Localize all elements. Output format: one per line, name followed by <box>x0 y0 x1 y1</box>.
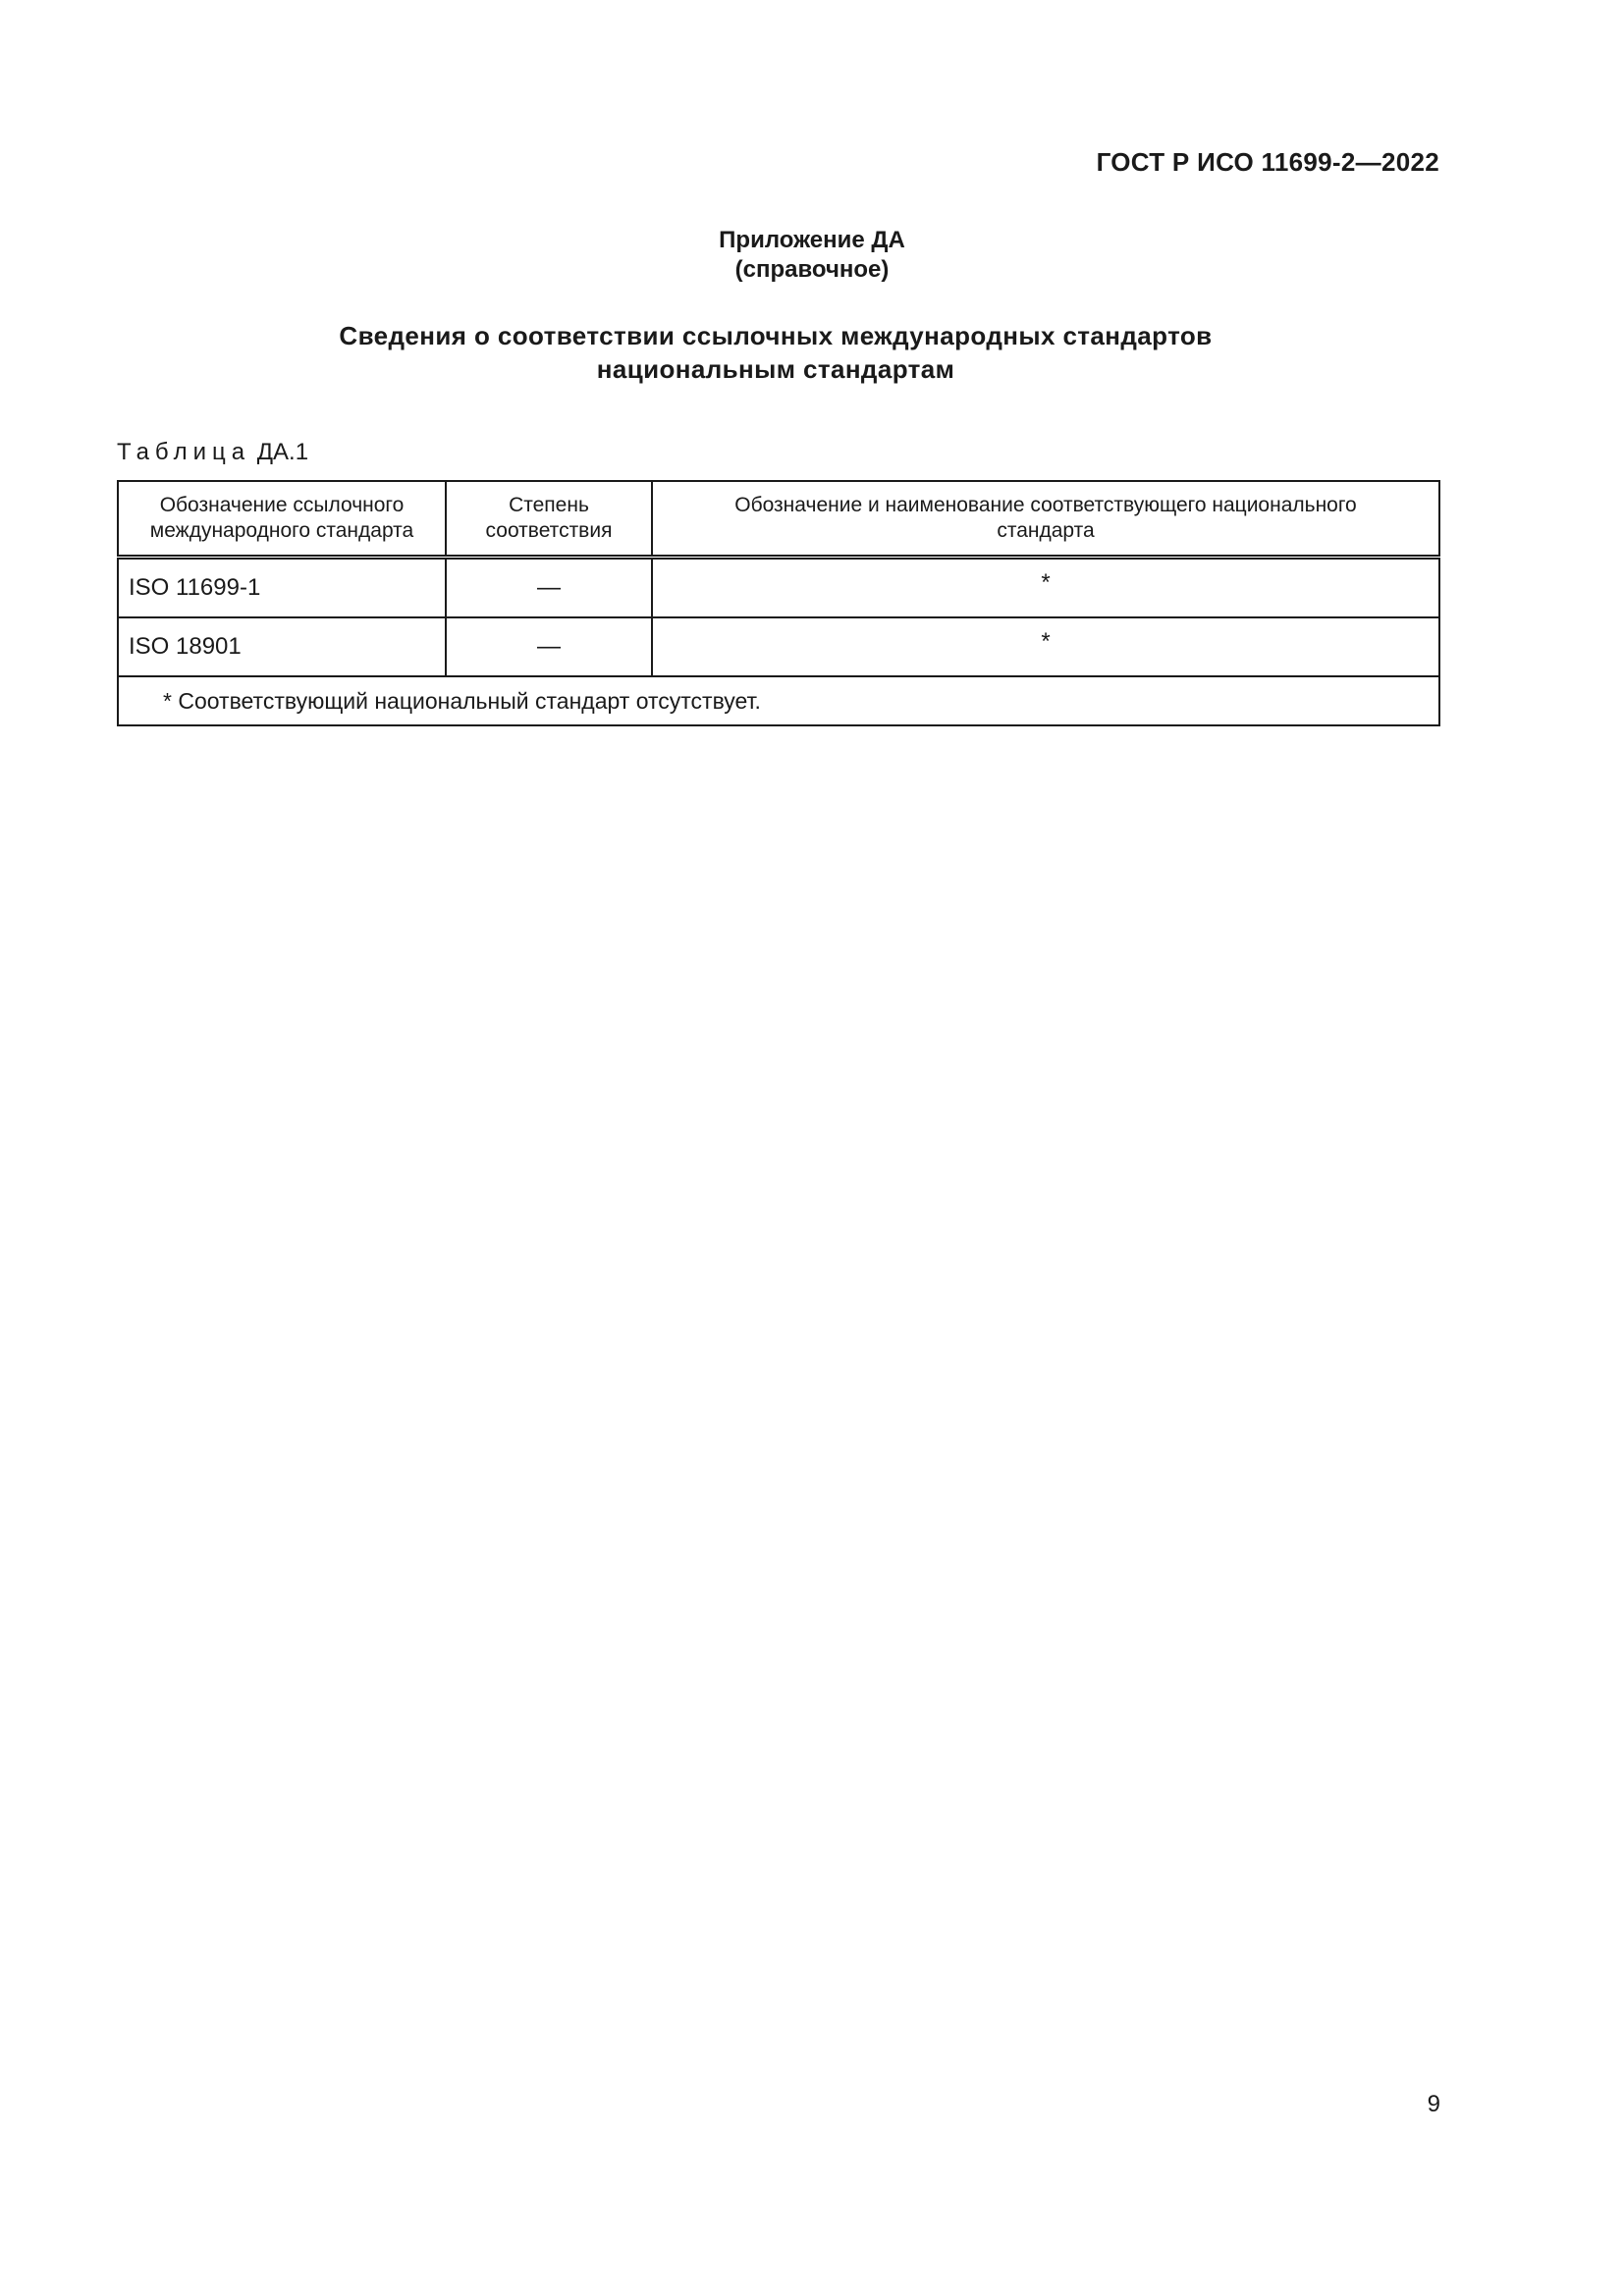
cell-degree: — <box>446 617 652 676</box>
cell-ref: ISO 11699-1 <box>118 558 446 618</box>
correspondence-table <box>117 480 1440 726</box>
annex-heading <box>0 226 1624 285</box>
header-national-standard <box>652 481 1439 558</box>
table-row <box>118 558 1439 618</box>
page-number: 9 <box>1427 2091 1440 2117</box>
cell-national: * <box>652 558 1439 618</box>
section-title-line1: Сведения о соответствии ссылочных международных стандартов <box>339 321 1213 350</box>
table-header-row <box>118 481 1439 558</box>
table-caption-word: Таблица <box>117 439 251 465</box>
cell-national: * <box>652 617 1439 676</box>
section-title <box>0 319 1551 386</box>
table-footnote-row <box>118 676 1439 725</box>
header-ref-line1: Обозначение ссылочного <box>159 494 405 516</box>
header-ref-line2: международного стандарта <box>149 519 414 542</box>
cell-ref: ISO 18901 <box>118 617 446 676</box>
table-row <box>118 617 1439 676</box>
annex-subtitle: (справочное) <box>734 256 890 283</box>
header-degree-line2: соответствия <box>485 519 613 542</box>
header-ref-standard <box>118 481 446 558</box>
table-footnote: * Соответствующий национальный стандарт отсутствует. <box>118 676 1439 725</box>
table-caption-number: ДА.1 <box>256 439 309 465</box>
cell-degree: — <box>446 558 652 618</box>
table-caption <box>117 439 308 466</box>
header-degree <box>446 481 652 558</box>
document-code: ГОСТ Р ИСО 11699-2—2022 <box>1096 147 1439 177</box>
annex-title: Приложение ДА <box>719 227 905 253</box>
header-degree-line1: Степень <box>509 494 589 516</box>
header-national-line2: стандарта <box>997 519 1095 542</box>
section-title-line2: национальным стандартам <box>596 354 955 384</box>
header-national-line1: Обозначение и наименование соответствующего национального <box>734 494 1357 516</box>
